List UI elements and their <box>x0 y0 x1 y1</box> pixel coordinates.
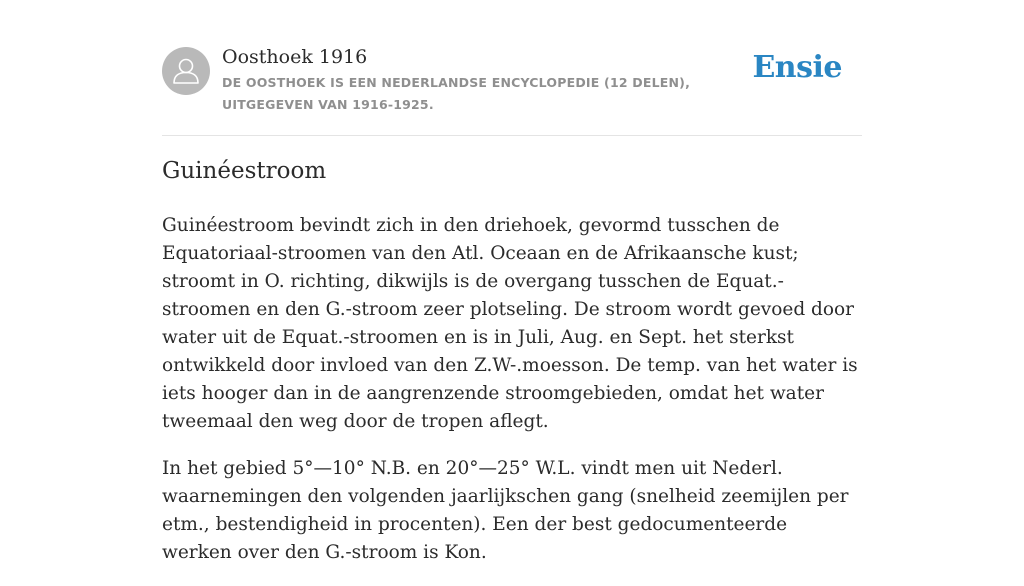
article-paragraph: In het gebied 5°—10° N.B. en 20°—25° W.L. vindt men uit Nederl. waarnemingen den volgenden jaarlijkschen gang (snelheid zeemijlen per etm., bestendigheid in procenten). Een der best gedocumenteerde werken over den G.-stroom is Kon. <box>162 458 849 563</box>
page <box>162 0 862 563</box>
ensie-logo[interactable]: Ensie <box>752 50 842 85</box>
source-header <box>162 0 862 136</box>
user-avatar-icon[interactable] <box>162 47 210 95</box>
article-paragraph: Guinéestroom bevindt zich in den driehoek, gevormd tusschen de Equatoriaal-stroomen van den Atl. Oceaan en de Afrikaansche kust; stroomt in O. richting, dikwijls is de overgang tusschen de Equat.-stroomen en den G.-stroom zeer plotseling. De stroom wordt gevoed door water uit de Equat.-stroomen en is in Juli, Aug. en Sept. het sterkst ontwikkeld door invloed van den Z.W-.moesson. De temp. van het water is iets hooger dan in de aangrenzende stroomgebieden, omdat het water tweemaal den weg door de tropen aflegt. <box>162 215 858 432</box>
article-body <box>162 212 862 586</box>
source-title[interactable]: Oosthoek 1916 <box>222 46 368 68</box>
article-title: Guinéestroom <box>162 158 327 184</box>
source-description: DE OOSTHOEK IS EEN NEDERLANDSE ENCYCLOPEDIE (12 DELEN), UITGEGEVEN VAN 1916-1925. <box>222 75 691 112</box>
